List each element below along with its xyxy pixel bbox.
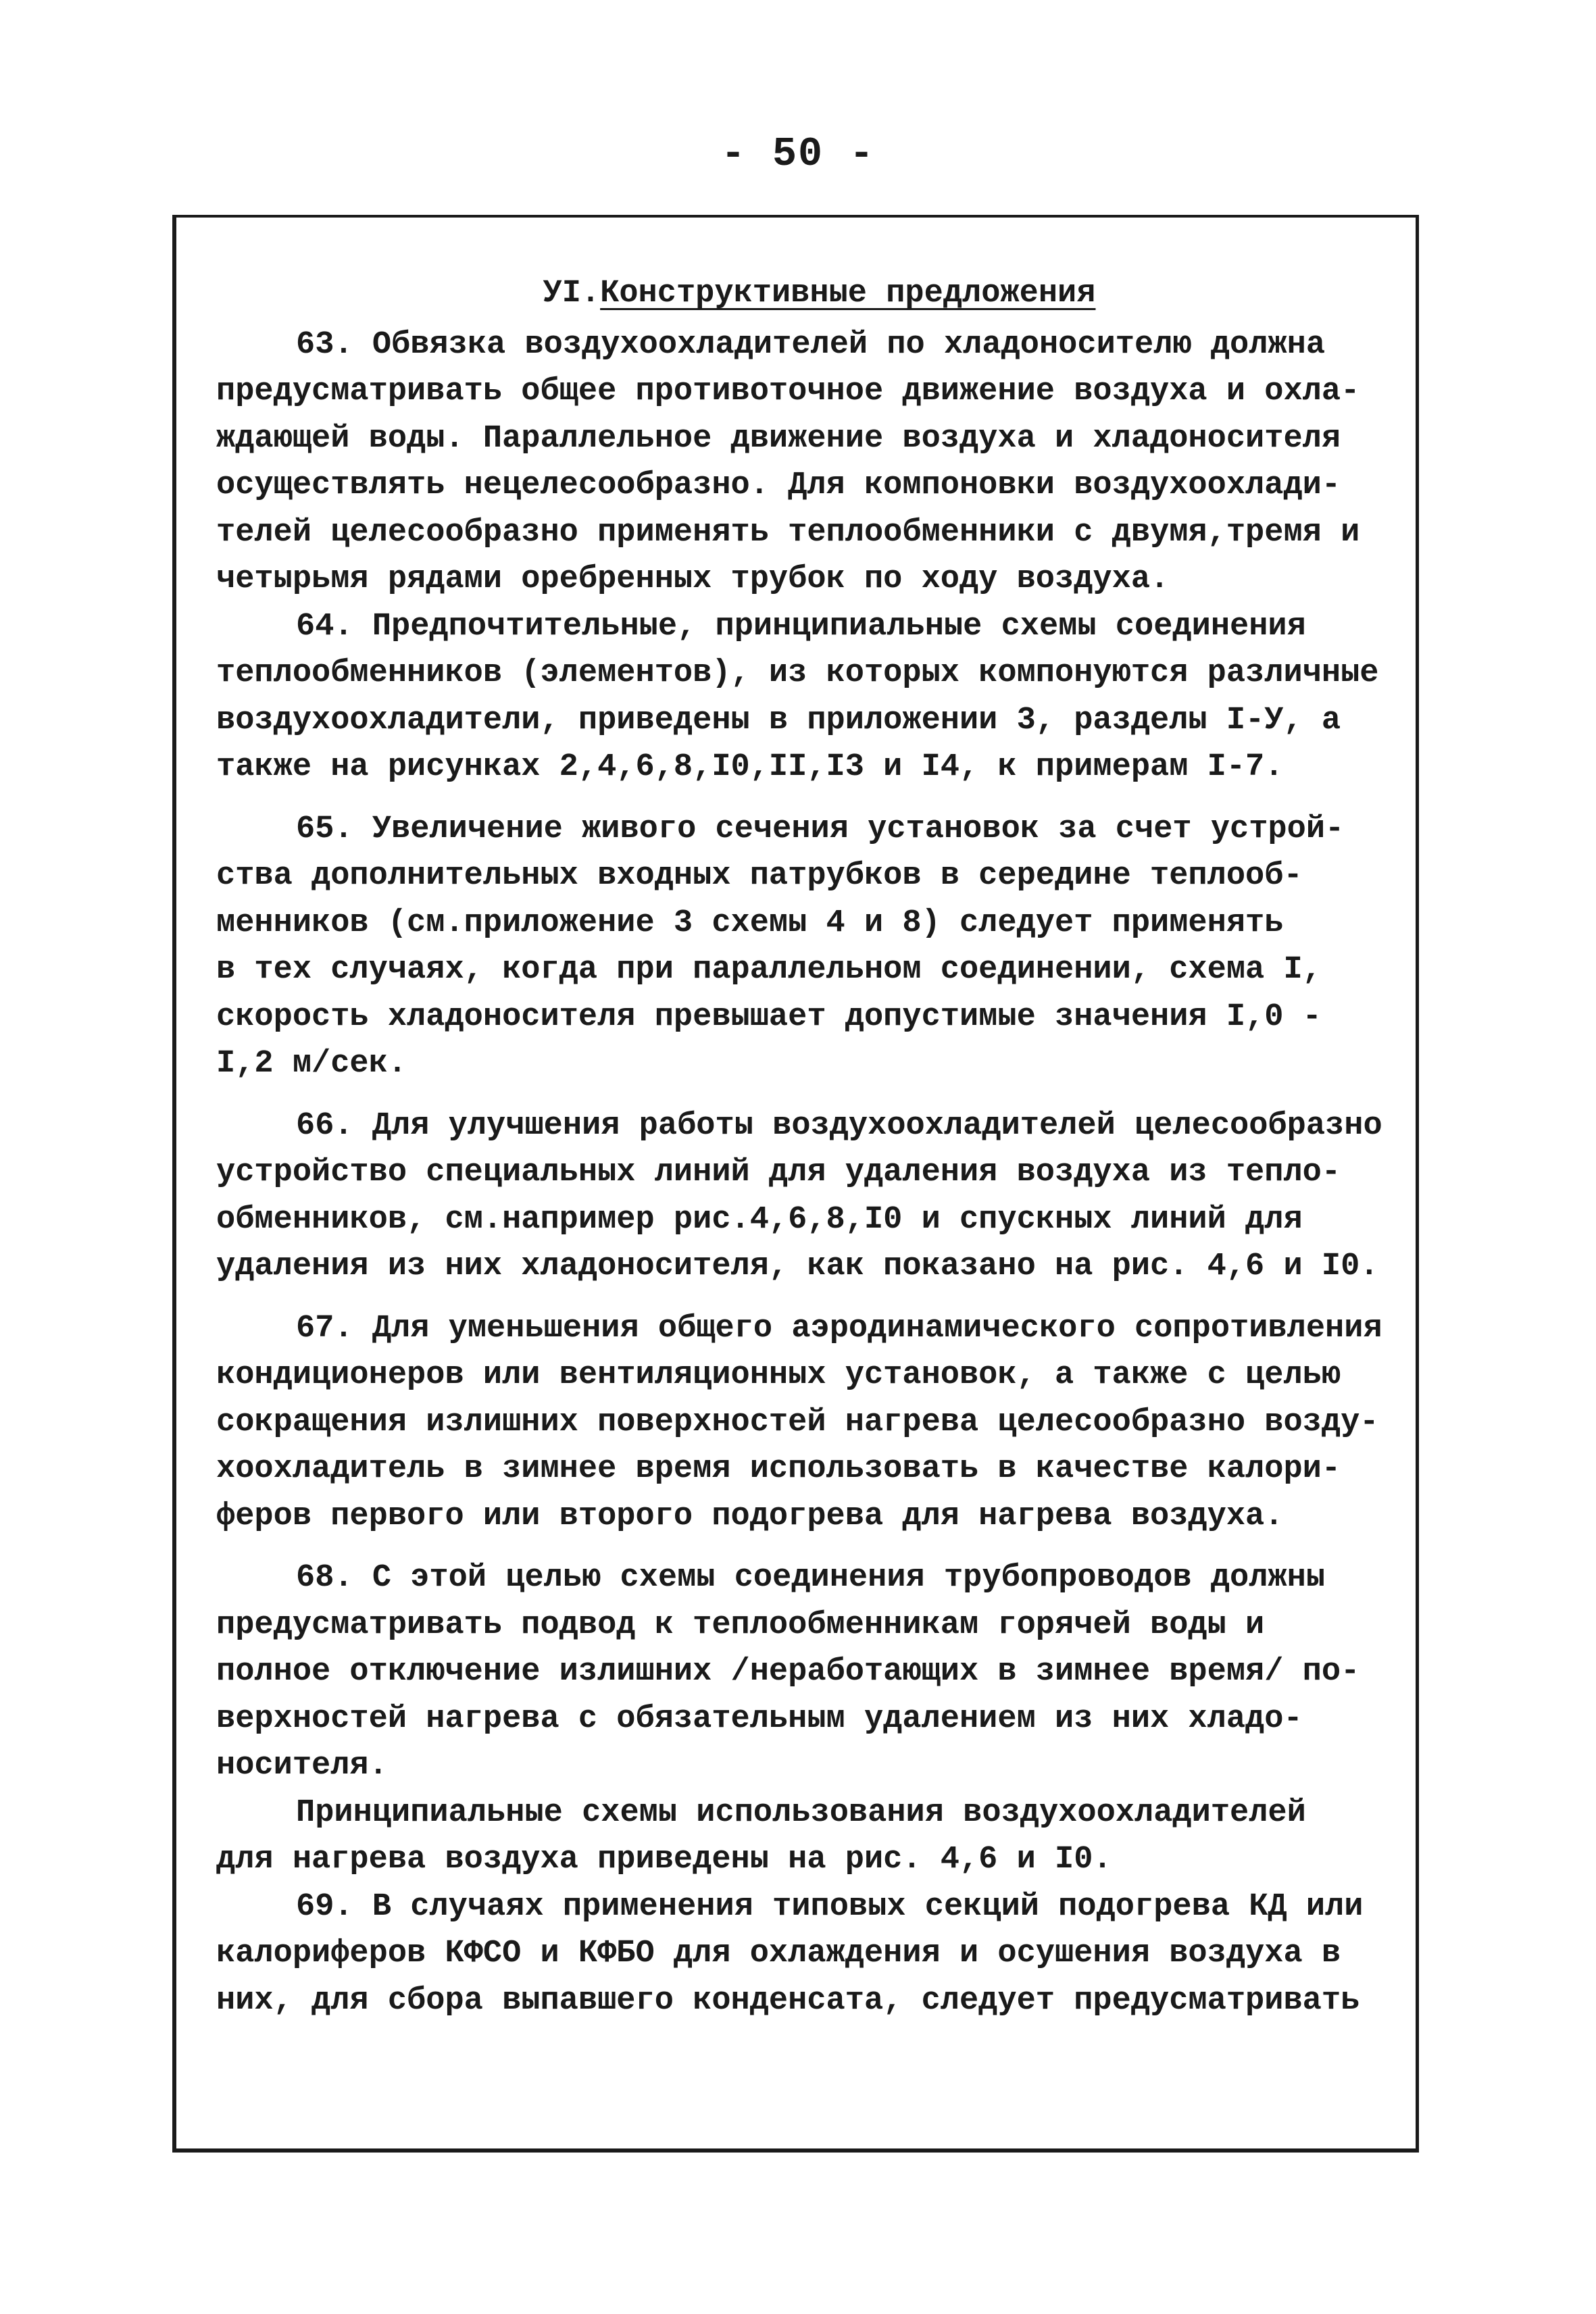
paragraph-line: ждающей воды. Параллельное движение воздуха и хладоносителя bbox=[216, 420, 1341, 457]
document-body bbox=[216, 270, 1395, 2024]
paragraph-68 bbox=[216, 1555, 1395, 1790]
paragraph-line: 67. Для уменьшения общего аэродинамического сопротивления bbox=[296, 1310, 1382, 1347]
paragraph-line: теплообменников (элементов), из которых компонуются различные bbox=[216, 655, 1379, 691]
paragraph-line: носителя. bbox=[216, 1748, 388, 1784]
paragraph-line: телей целесообразно применять теплообменники с двумя,тремя и bbox=[216, 514, 1360, 551]
paragraph-line: верхностей нагрева с обязательным удалением из них хладо- bbox=[216, 1701, 1303, 1737]
paragraph-line: четырьмя рядами оребренных трубок по ходу воздуха. bbox=[216, 561, 1170, 597]
paragraph-line: скорость хладоносителя превышает допустимые значения I,0 - bbox=[216, 999, 1322, 1035]
paragraph-line: 68. С этой целью схемы соединения трубопроводов должны bbox=[296, 1560, 1326, 1596]
paragraph-66 bbox=[216, 1103, 1395, 1290]
paragraph-line: устройство специальных линий для удаления воздуха из тепло- bbox=[216, 1155, 1341, 1190]
paragraph-line: феров первого или второго подогрева для нагрева воздуха. bbox=[216, 1498, 1284, 1534]
paragraph-63 bbox=[216, 322, 1395, 603]
paragraph-line: полное отключение излишних /неработающих в зимнее время/ по- bbox=[216, 1654, 1360, 1690]
paragraph-line: I,2 м/сек. bbox=[216, 1046, 407, 1082]
paragraph-65 bbox=[216, 806, 1395, 1088]
paragraph-line: Принципиальные схемы использования воздухоохладителей bbox=[296, 1794, 1306, 1831]
paragraph-line: также на рисунках 2,4,6,8,I0,II,I3 и I4, к примерам I-7. bbox=[216, 749, 1284, 785]
paragraph-line: кондиционеров или вентиляционных установок, а также с целью bbox=[216, 1357, 1341, 1393]
page-number: - 50 - bbox=[720, 132, 876, 178]
paragraph-line: 65. Увеличение живого сечения установок за счет устрой- bbox=[296, 811, 1345, 847]
paragraph-69 bbox=[216, 1884, 1395, 2025]
paragraph-line: менников (см.приложение 3 схемы 4 и 8) следует применять bbox=[216, 905, 1284, 941]
paragraph-line: калориферов КФСО и КФБО для охлаждения и осушения воздуха в bbox=[216, 1936, 1341, 1971]
paragraph-line: 69. В случаях применения типовых секций подогрева КД или bbox=[296, 1888, 1364, 1925]
paragraph-line: в тех случаях, когда при параллельном соединении, схема I, bbox=[216, 952, 1322, 988]
paragraph-line: 66. Для улучшения работы воздухоохладителей целесообразно bbox=[296, 1107, 1382, 1144]
paragraph-68-continued bbox=[216, 1790, 1395, 1884]
paragraph-line: сокращения излишних поверхностей нагрева целесообразно возду- bbox=[216, 1404, 1379, 1440]
section-title: Конструктивные предложения bbox=[600, 276, 1096, 311]
section-number: УI. bbox=[543, 276, 601, 311]
paragraph-67 bbox=[216, 1305, 1395, 1540]
paragraph-line: воздухоохладители, приведены в приложении 3, разделы I-У, а bbox=[216, 702, 1341, 738]
paragraph-line: 64. Предпочтительные, принципиальные схемы соединения bbox=[296, 608, 1306, 645]
paragraph-line: осуществлять нецелесообразно. Для компоновки воздухоохлади- bbox=[216, 468, 1341, 503]
paragraph-line: предусматривать общее противоточное движение воздуха и охла- bbox=[216, 374, 1360, 409]
paragraph-line: 63. Обвязка воздухоохладителей по хладоносителю должна bbox=[296, 326, 1326, 363]
paragraph-64 bbox=[216, 603, 1395, 791]
paragraph-line: удаления из них хладоносителя, как показано на рис. 4,6 и I0. bbox=[216, 1249, 1379, 1284]
section-heading bbox=[216, 270, 1395, 318]
paragraph-line: для нагрева воздуха приведены на рис. 4,6 и I0. bbox=[216, 1842, 1112, 1878]
paragraph-line: хоохладитель в зимнее время использовать в качестве калори- bbox=[216, 1451, 1341, 1487]
paragraph-line: них, для сбора выпавшего конденсата, следует предусматривать bbox=[216, 1982, 1360, 2019]
paragraph-line: обменников, см.например рис.4,6,8,I0 и спускных линий для bbox=[216, 1201, 1303, 1238]
paragraph-line: предусматривать подвод к теплообменникам горячей воды и bbox=[216, 1607, 1265, 1643]
paragraph-line: ства дополнительных входных патрубков в середине теплооб- bbox=[216, 858, 1303, 894]
